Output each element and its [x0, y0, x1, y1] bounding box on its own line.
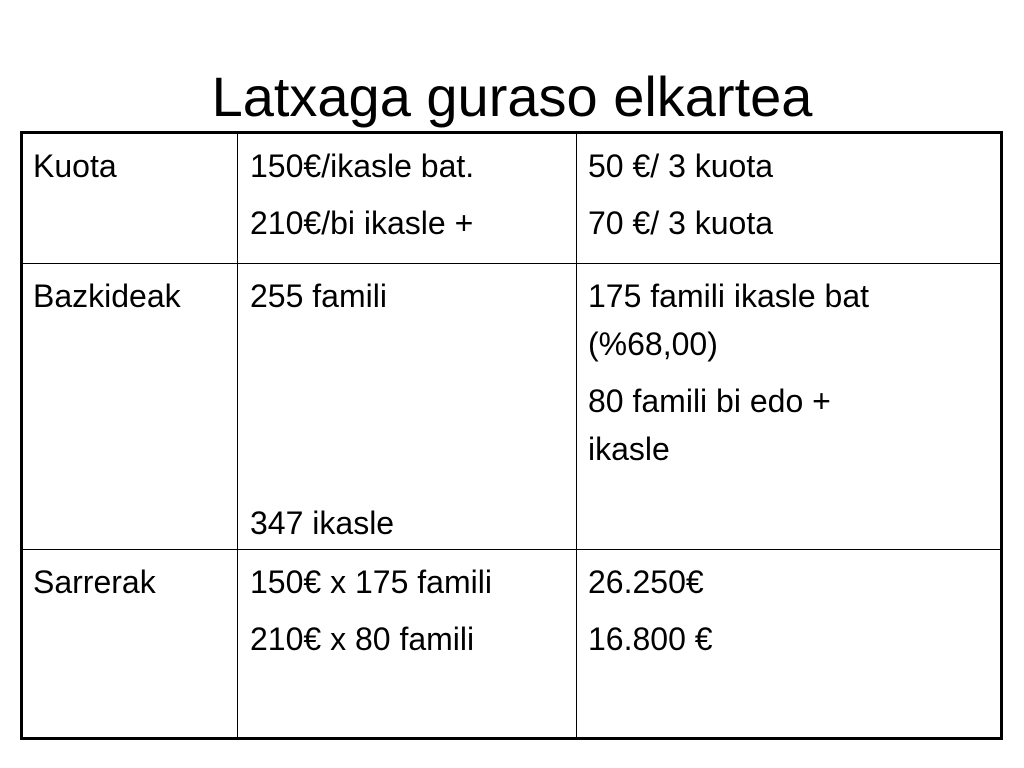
sarrerak-total-single: 26.250€ — [588, 564, 704, 600]
bazkideak-multi-families-line2: ikasle — [588, 431, 670, 467]
row-label-bazkideak: Bazkideak — [33, 278, 181, 314]
kuota-fee-single: 150€/ikasle bat. — [250, 148, 475, 184]
bazkideak-multi-families-line1: 80 famili bi edo + — [588, 383, 831, 419]
bazkideak-single-families-line1: 175 famili ikasle bat — [588, 278, 870, 314]
bazkideak-single-families-line2: (%68,00) — [588, 326, 718, 362]
sarrerak-calc-multiple: 210€ x 80 famili — [250, 621, 475, 657]
data-table — [20, 131, 1003, 740]
kuota-installment-single: 50 €/ 3 kuota — [588, 148, 774, 184]
slide-title: Latxaga guraso elkartea — [211, 65, 813, 128]
row-divider — [23, 549, 1000, 550]
row-divider — [23, 263, 1000, 264]
column-divider — [237, 134, 238, 737]
row-label-sarrerak: Sarrerak — [33, 564, 156, 600]
bazkideak-families: 255 famili — [250, 278, 387, 314]
kuota-installment-multiple: 70 €/ 3 kuota — [588, 205, 774, 241]
sarrerak-calc-single: 150€ x 175 famili — [250, 564, 492, 600]
bazkideak-students: 347 ikasle — [250, 505, 395, 541]
kuota-fee-multiple: 210€/bi ikasle + — [250, 205, 474, 241]
sarrerak-total-multiple: 16.800 € — [588, 621, 713, 657]
row-label-kuota: Kuota — [33, 148, 117, 184]
column-divider — [576, 134, 577, 737]
